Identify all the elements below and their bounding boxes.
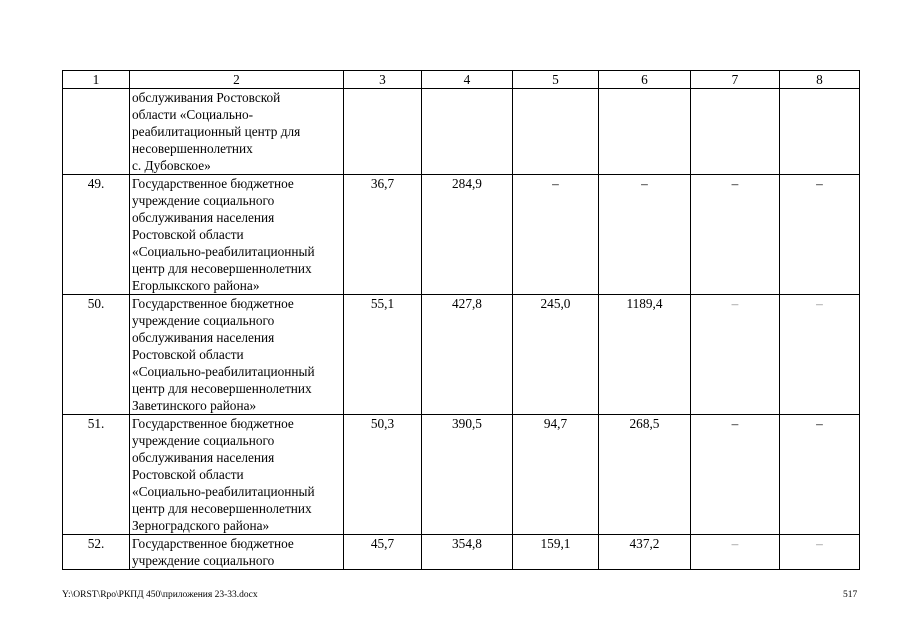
col-header-2: 2 [130, 71, 344, 89]
name-line: «Социально-реабилитационный [132, 244, 315, 259]
table-row [63, 175, 860, 295]
cell-col7 [691, 89, 780, 175]
cell-col6 [599, 89, 691, 175]
institution-name [130, 175, 344, 295]
name-line: центр для несовершеннолетних [132, 501, 312, 516]
cell-col8: – [780, 175, 860, 295]
name-line: центр для несовершеннолетних [132, 261, 312, 276]
name-line: учреждение социального [132, 313, 275, 328]
name-line: Государственное бюджетное [132, 416, 294, 431]
row-number: 52. [63, 535, 130, 570]
cell-col8: – [780, 415, 860, 535]
cell-col3: 36,7 [344, 175, 422, 295]
name-line: Государственное бюджетное [132, 176, 294, 191]
name-line: Ростовской области [132, 347, 244, 362]
cell-col3: 55,1 [344, 295, 422, 415]
name-line: «Социально-реабилитационный [132, 364, 315, 379]
cell-col7: – [691, 535, 780, 570]
cell-col6: 268,5 [599, 415, 691, 535]
name-line: учреждение социального [132, 193, 275, 208]
cell-col8 [780, 89, 860, 175]
col-header-6: 6 [599, 71, 691, 89]
institution-name [130, 415, 344, 535]
name-line: Егорлыкского района» [132, 278, 260, 293]
name-line: с. Дубовское» [132, 158, 211, 173]
table-row [63, 535, 860, 570]
institution-name [130, 535, 344, 570]
institution-name [130, 295, 344, 415]
row-number: 51. [63, 415, 130, 535]
name-line: Государственное бюджетное [132, 536, 294, 551]
cell-col4: 354,8 [422, 535, 513, 570]
header-row [63, 71, 860, 89]
row-number: 50. [63, 295, 130, 415]
table-row [63, 89, 860, 175]
col-header-5: 5 [513, 71, 599, 89]
col-header-8: 8 [780, 71, 860, 89]
cell-col4: 390,5 [422, 415, 513, 535]
table-row [63, 415, 860, 535]
footer-page-number: 517 [843, 590, 858, 600]
cell-col5: 245,0 [513, 295, 599, 415]
institution-name [130, 89, 344, 175]
name-line: реабилитационный центр для [132, 124, 301, 139]
name-line: Зерноградского района» [132, 518, 270, 533]
cell-col6: 437,2 [599, 535, 691, 570]
cell-col7: – [691, 415, 780, 535]
name-line: центр для несовершеннолетних [132, 381, 312, 396]
cell-col6: – [599, 175, 691, 295]
name-line: области «Социально- [132, 107, 254, 122]
name-line: Ростовской области [132, 467, 244, 482]
name-line: Государственное бюджетное [132, 296, 294, 311]
document-sheet [62, 70, 860, 570]
data-table [62, 70, 860, 570]
cell-col8: – [780, 295, 860, 415]
cell-col4: 427,8 [422, 295, 513, 415]
name-line: обслуживания населения [132, 210, 275, 225]
name-line: Заветинского района» [132, 398, 257, 413]
cell-col3: 50,3 [344, 415, 422, 535]
footer-file-path: Y:\ORST\Rpo\РКПД 450\приложения 23-33.docx [62, 590, 258, 600]
name-line: учреждение социального [132, 433, 275, 448]
name-line: Ростовской области [132, 227, 244, 242]
col-header-3: 3 [344, 71, 422, 89]
col-header-7: 7 [691, 71, 780, 89]
cell-col5: 94,7 [513, 415, 599, 535]
cell-col3 [344, 89, 422, 175]
cell-col3: 45,7 [344, 535, 422, 570]
col-header-1: 1 [63, 71, 130, 89]
row-number: 49. [63, 175, 130, 295]
cell-col5: – [513, 175, 599, 295]
name-line: учреждение социального [132, 553, 275, 568]
col-header-4: 4 [422, 71, 513, 89]
name-line: «Социально-реабилитационный [132, 484, 315, 499]
cell-col5 [513, 89, 599, 175]
cell-col5: 159,1 [513, 535, 599, 570]
cell-col4 [422, 89, 513, 175]
name-line: несовершеннолетних [132, 141, 253, 156]
row-number [63, 89, 130, 175]
table-row [63, 295, 860, 415]
name-line: обслуживания Ростовской [132, 90, 281, 105]
cell-col6: 1189,4 [599, 295, 691, 415]
cell-col7: – [691, 175, 780, 295]
name-line: обслуживания населения [132, 450, 275, 465]
cell-col8: – [780, 535, 860, 570]
name-line: обслуживания населения [132, 330, 275, 345]
cell-col7: – [691, 295, 780, 415]
cell-col4: 284,9 [422, 175, 513, 295]
